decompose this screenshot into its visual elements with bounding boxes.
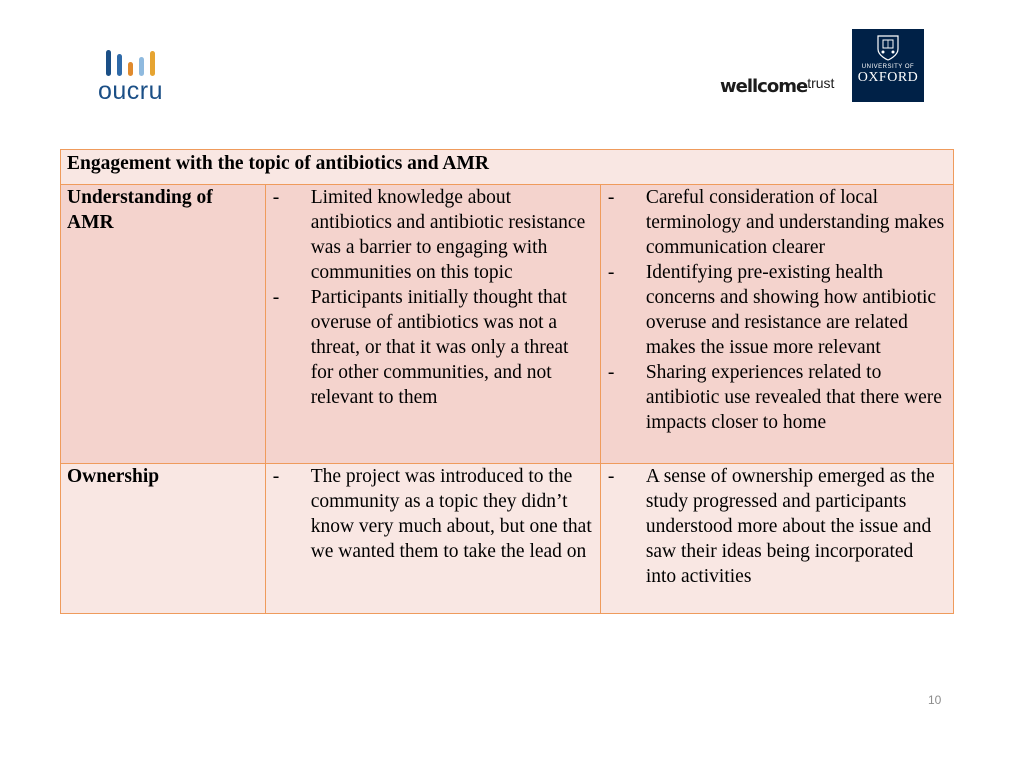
oxford-crest-icon — [876, 34, 900, 62]
oucru-bars-icon — [104, 44, 168, 76]
list-item — [270, 285, 594, 410]
table-row — [61, 185, 954, 464]
list-item — [270, 185, 594, 285]
row-cell — [265, 464, 600, 614]
list-item — [270, 464, 594, 564]
row-cell — [600, 464, 953, 614]
row-label: Ownership — [61, 464, 266, 614]
oxford-logo — [852, 29, 924, 102]
bullet-list — [605, 185, 947, 435]
table-header: Engagement with the topic of antibiotics and AMR — [61, 150, 954, 185]
list-item-text: Limited knowledge about antibiotics and antibiotic resistance was a barrier to engaging with communities on this topic — [310, 187, 586, 283]
bullet-dash: - — [607, 187, 615, 208]
wellcome-trust-logo — [720, 76, 834, 97]
bullet-dash: - — [607, 362, 615, 383]
bullet-dash: - — [607, 466, 615, 487]
list-item — [605, 464, 947, 589]
wellcome-logo-bold: wellcome — [720, 76, 808, 97]
list-item — [605, 360, 947, 435]
wellcome-logo-light: trust — [807, 75, 835, 91]
oucru-logo-text: oucru — [98, 77, 164, 105]
bullet-dash: - — [272, 187, 280, 208]
list-item-text: The project was introduced to the community as a topic they didn’t know very much about, but one that we wanted them to take the lead on — [310, 466, 592, 562]
list-item-text: Sharing experiences related to antibiotic use revealed that there were impacts closer to home — [645, 362, 942, 433]
row-cell — [600, 185, 953, 464]
table-header-row — [61, 150, 954, 185]
list-item — [605, 185, 947, 260]
bullet-dash: - — [272, 466, 280, 487]
bullet-list — [270, 464, 594, 564]
bullet-list — [605, 464, 947, 589]
list-item — [605, 260, 947, 360]
bullet-list — [270, 185, 594, 410]
page-number: 10 — [928, 693, 942, 707]
list-item-text: Participants initially thought that overuse of antibiotics was not a threat, or that it was only a threat for other communities, and not relevant to them — [310, 287, 569, 408]
engagement-table — [60, 149, 954, 614]
row-cell — [265, 185, 600, 464]
oxford-logo-line1: UNIVERSITY OF — [861, 64, 915, 70]
bullet-dash: - — [272, 287, 280, 308]
list-item-text: Identifying pre-existing health concerns and showing how antibiotic overuse and resistance are related makes the issue more relevant — [645, 262, 937, 358]
list-item-text: Careful consideration of local terminology and understanding makes communication clearer — [645, 187, 945, 258]
row-label: Understanding of AMR — [61, 185, 266, 464]
bullet-dash: - — [607, 262, 615, 283]
oucru-logo — [96, 44, 176, 106]
oxford-logo-line2: OXFORD — [857, 70, 919, 85]
list-item-text: A sense of ownership emerged as the study progressed and participants understood more about the issue and saw their ideas being incorporated into activities — [645, 466, 935, 587]
table-row — [61, 464, 954, 614]
